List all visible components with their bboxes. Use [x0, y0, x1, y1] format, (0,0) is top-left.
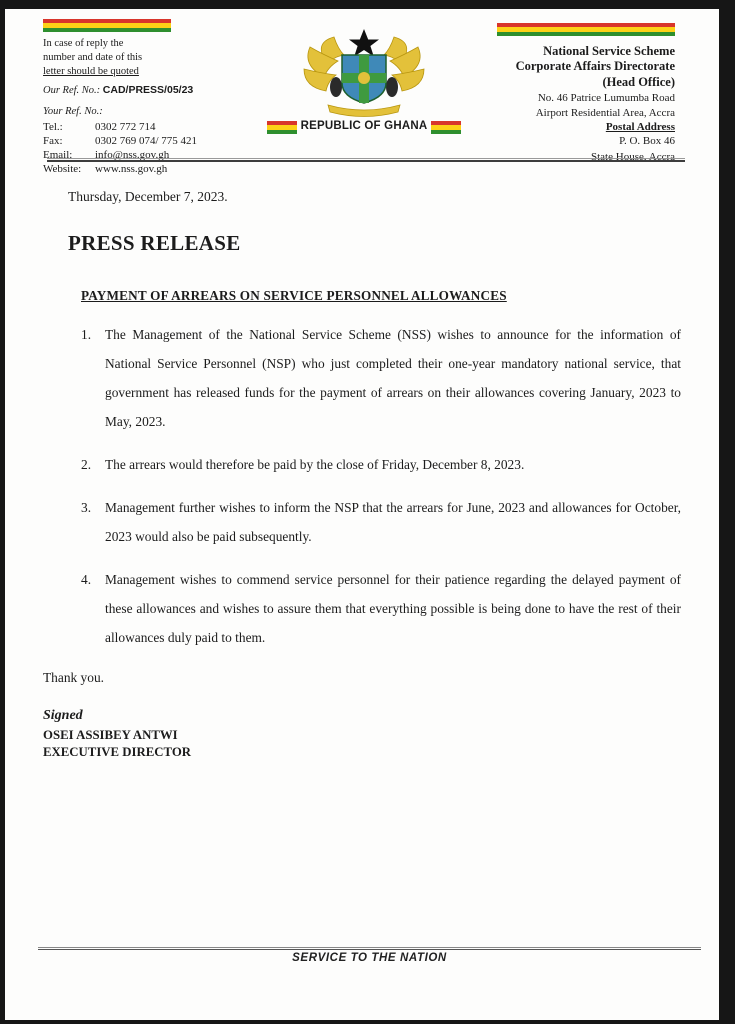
list-item: [43, 450, 691, 479]
signatory-name: OSEI ASSIBEY ANTWI: [43, 728, 178, 742]
header-right-block: [445, 23, 675, 164]
contact-label: Email:: [43, 149, 73, 162]
contact-row-fax: [43, 135, 228, 148]
your-ref-label: Your Ref. No.:: [43, 106, 103, 118]
header-divider: [47, 158, 685, 162]
contact-value: www.nss.gov.gh: [95, 163, 168, 176]
numbered-list: [43, 320, 691, 652]
subject-heading: PAYMENT OF ARREARS ON SERVICE PERSONNEL ALLOWANCES: [81, 288, 507, 303]
postal-address-label: Postal Address: [605, 121, 675, 134]
list-item-text: The arrears would therefore be paid by the close of Friday, December 8, 2023.: [105, 457, 525, 472]
header-left-block: [43, 19, 228, 177]
street-address-line: Airport Residential Area, Accra: [535, 107, 675, 120]
list-item: [43, 565, 691, 652]
list-item: [43, 320, 691, 436]
press-release-title: PRESS RELEASE: [68, 231, 241, 255]
letter-page: [5, 9, 719, 1020]
our-ref-label: Our Ref. No.:: [43, 84, 101, 96]
org-name: National Service Scheme: [543, 44, 675, 58]
list-item-text: Management wishes to commend service personnel for their patience regarding the delayed payment of these allowances and wishes to assure them that everything possible is being done to have the rest of their allowances duly paid to them.: [105, 572, 681, 645]
our-ref-value: CAD/PRESS/05/23: [102, 83, 194, 96]
reply-note: [43, 37, 228, 80]
signatory-title: EXECUTIVE DIRECTOR: [43, 744, 192, 759]
contact-value: 0302 772 714: [95, 120, 156, 133]
contact-label: Fax:: [43, 134, 63, 147]
our-ref-line: [43, 84, 228, 98]
page-footer: [38, 947, 701, 964]
reply-note-line: letter should be quoted: [43, 66, 139, 78]
list-item-number: 4.: [81, 572, 92, 587]
letter-body: [43, 189, 691, 760]
list-item-text: The Management of the National Service Scheme (NSS) wishes to announce for the information of National Service Personnel (NSP) who just completed their one-year mandatory national service, that government has released funds for the payment of arrears on their allowances covering January, 2023 to May, 2023.: [105, 327, 681, 429]
org-directorate: Corporate Affairs Directorate: [515, 59, 675, 74]
ghana-flag-stripe-right: [497, 23, 675, 36]
contact-label: Tel.:: [43, 120, 63, 133]
contact-row-website: [43, 163, 228, 176]
postal-address-line: State House, Accra: [591, 150, 675, 163]
ghana-flag-stripe-left: [43, 19, 171, 32]
contact-row-tel: [43, 121, 228, 134]
org-office: (Head Office): [602, 74, 675, 89]
contact-list: [43, 121, 228, 177]
reply-note-line: In case of reply the: [43, 38, 124, 49]
list-item-number: 2.: [81, 457, 92, 472]
reply-note-line: number and date of this: [43, 52, 143, 64]
ghana-coat-of-arms-icon: [294, 25, 434, 117]
signed-label: Signed: [43, 708, 83, 723]
contact-label: Website:: [43, 163, 82, 176]
list-item-number: 1.: [81, 327, 92, 342]
country-label: REPUBLIC OF GHANA: [300, 120, 428, 132]
header-center-block: [264, 25, 464, 132]
postal-address-line: P. O. Box 46: [619, 135, 675, 148]
closing-line: Thank you.: [43, 670, 104, 685]
footer-motto: SERVICE TO THE NATION: [292, 952, 447, 964]
ghana-mini-flag-icon: [267, 121, 297, 131]
footer-divider: [38, 947, 701, 950]
street-address-line: No. 46 Patrice Lumumba Road: [537, 91, 675, 104]
list-item-text: Management further wishes to inform the NSP that the arrears for June, 2023 and allowances for October, 2023 would also be paid subsequently.: [105, 500, 681, 544]
list-item-number: 3.: [81, 500, 92, 515]
country-banner: [264, 120, 464, 132]
contact-value: 0302 769 074/ 775 421: [95, 134, 198, 147]
contact-value: info@nss.gov.gh: [95, 149, 170, 162]
letter-date: Thursday, December 7, 2023.: [68, 189, 228, 204]
list-item: [43, 493, 691, 551]
